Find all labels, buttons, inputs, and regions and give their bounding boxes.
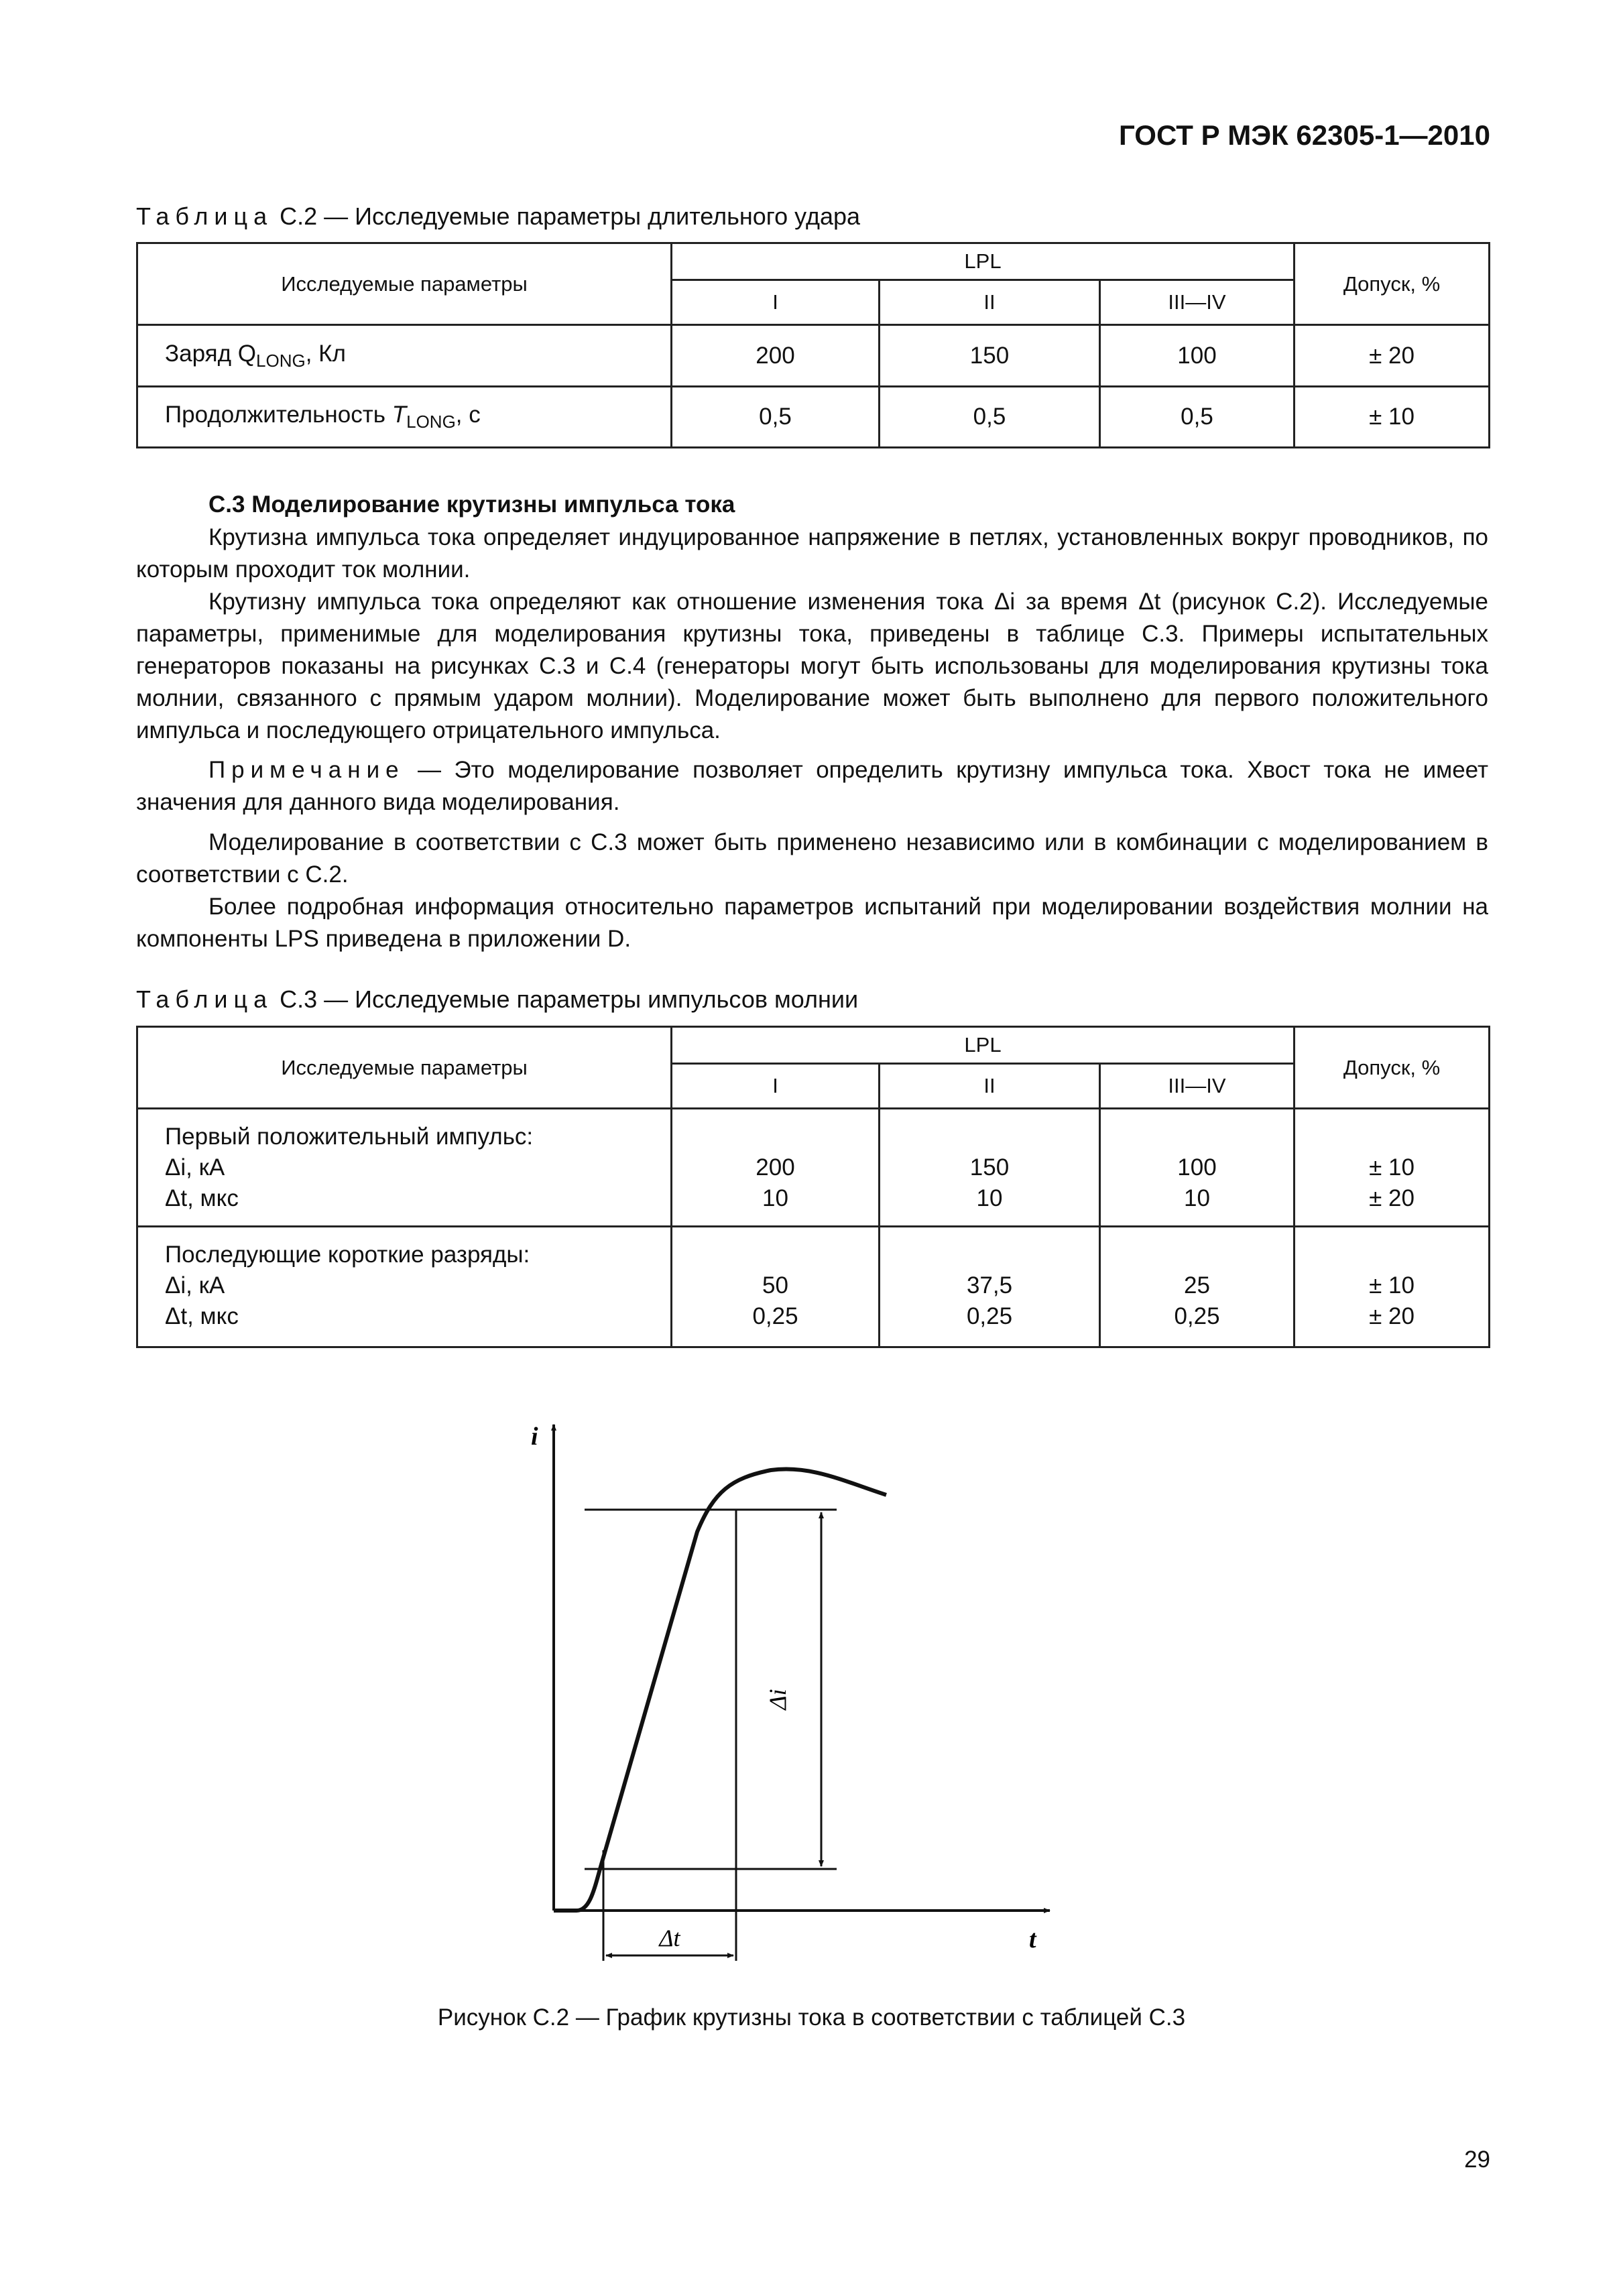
table-c3-group-label (137, 1109, 672, 1227)
table-c2-subheader-3: III—IV (1100, 280, 1295, 325)
table-c3-subheader-1: I (672, 1064, 880, 1109)
row-label-symbol: Q (237, 340, 257, 367)
table-c2-subheader-1: I (672, 280, 880, 325)
table-cell: ± 10 ± 20 (1295, 1227, 1490, 1347)
table-cell: ± 20 (1295, 325, 1490, 387)
table-c3-caption (136, 985, 858, 1014)
table-row (137, 387, 1490, 448)
table-cell: 0,5 (1100, 387, 1295, 448)
delta-t-label: Δt, мкс (165, 1303, 239, 1329)
current-curve (554, 1469, 886, 1911)
current-steepness-figure (509, 1411, 1086, 1981)
x-axis-label: t (1029, 1925, 1036, 1953)
document-code: ГОСТ Р МЭК 62305-1—2010 (1119, 119, 1490, 151)
table-c3-subheader-2: II (880, 1064, 1100, 1109)
y-axis-label: i (531, 1423, 538, 1451)
row-label-unit: , Кл (305, 340, 346, 367)
row-label-subscript: LONG (406, 412, 456, 432)
page-number: 29 (1464, 2147, 1490, 2173)
paragraph-4: Более подробная информация относительно параметров испытаний при моделировании воздействия молнии на компоненты LPS приведена в приложении D. (136, 894, 1488, 952)
table-c3-group-label (137, 1227, 672, 1347)
table-cell: ± 10 ± 20 (1295, 1109, 1490, 1227)
table-c3 (136, 1026, 1490, 1348)
figure-caption: Рисунок С.2 — График крутизны тока в соответствии с таблицей С.3 (437, 2004, 1186, 2031)
table-c3-caption-text: С.3 — Исследуемые параметры импульсов молнии (273, 985, 859, 1013)
section-heading: С.3 Моделирование крутизны импульса тока (208, 491, 735, 518)
table-cell: 100 10 (1100, 1109, 1295, 1227)
table-cell: 200 10 (672, 1109, 880, 1227)
delta-i-label: Δi, кА (165, 1154, 225, 1181)
table-cell: 150 10 (880, 1109, 1100, 1227)
table-c3-caption-prefix: Таблица (136, 985, 274, 1013)
row-label-unit: , с (455, 402, 481, 428)
delta-t-label: Δt (659, 1925, 680, 1951)
table-c2-row-label (137, 387, 672, 448)
delta-i-label: Δi, кА (165, 1272, 225, 1298)
table-c2 (136, 242, 1490, 448)
table-row (137, 1109, 1490, 1227)
table-c2-header-params: Исследуемые параметры (137, 243, 672, 325)
row-label-prefix: Продолжительность (165, 402, 392, 428)
table-cell: 150 (880, 325, 1100, 387)
table-cell: 0,5 (672, 387, 880, 448)
table-cell: 200 (672, 325, 880, 387)
table-cell: 50 0,25 (672, 1227, 880, 1347)
table-row (137, 325, 1490, 387)
table-c2-caption-prefix: Таблица (136, 202, 274, 230)
table-c2-caption-text: С.2 — Исследуемые параметры длительного удара (273, 202, 861, 230)
paragraph-1: Крутизна импульса тока определяет индуцированное напряжение в петлях, установленных вокруг проводников, по которым проходит ток молнии. (136, 524, 1488, 583)
table-c2-row-label (137, 325, 672, 387)
table-c3-subheader-3: III—IV (1100, 1064, 1295, 1109)
note-prefix: Примечание (208, 757, 405, 783)
table-cell: 37,5 0,25 (880, 1227, 1100, 1347)
row-label-subscript: LONG (256, 350, 306, 371)
paragraph-3: Моделирование в соответствии с С.3 может быть применено независимо или в комбинации с моделированием в соответствии с С.2. (136, 829, 1488, 888)
table-c2-subheader-2: II (880, 280, 1100, 325)
table-c2-header-tolerance: Допуск, % (1295, 243, 1490, 325)
note-text: — Это моделирование позволяет определить крутизну импульса тока. Хвост тока не имеет значения для данного вида моделирования. (136, 757, 1488, 815)
table-c3-header-params: Исследуемые параметры (137, 1027, 672, 1109)
table-c3-header-tolerance: Допуск, % (1295, 1027, 1490, 1109)
group-title: Первый положительный импульс: (165, 1124, 534, 1150)
table-cell: 25 0,25 (1100, 1227, 1295, 1347)
table-c3-header-lpl: LPL (672, 1027, 1295, 1064)
table-row (137, 1227, 1490, 1347)
delta-i-label: Δi (764, 1689, 791, 1710)
table-c2-header-lpl: LPL (672, 243, 1295, 280)
table-c2-caption (136, 202, 860, 231)
table-cell: ± 10 (1295, 387, 1490, 448)
row-label-prefix: Заряд (165, 340, 238, 367)
row-label-symbol: T (392, 402, 407, 428)
group-title: Последующие короткие разряды: (165, 1242, 530, 1268)
table-cell: 0,5 (880, 387, 1100, 448)
paragraph-2: Крутизну импульса тока определяют как отношение изменения тока Δi за время Δt (рисунок С.2). Исследуемые параметры, применимые для моделирования крутизны тока, приведены в таблице С.3. Примеры испытательных генераторов показаны на рисунках С.3 и С.4 (генераторы могут быть использованы для моделирования крутизны тока молнии, связанного с прямым ударом молнии). Моделирование может быть выполнено для первого положительного импульса и последующего отрицательного импульса. (136, 589, 1488, 743)
note (136, 754, 1488, 819)
table-cell: 100 (1100, 325, 1295, 387)
delta-t-label: Δt, мкс (165, 1185, 239, 1211)
